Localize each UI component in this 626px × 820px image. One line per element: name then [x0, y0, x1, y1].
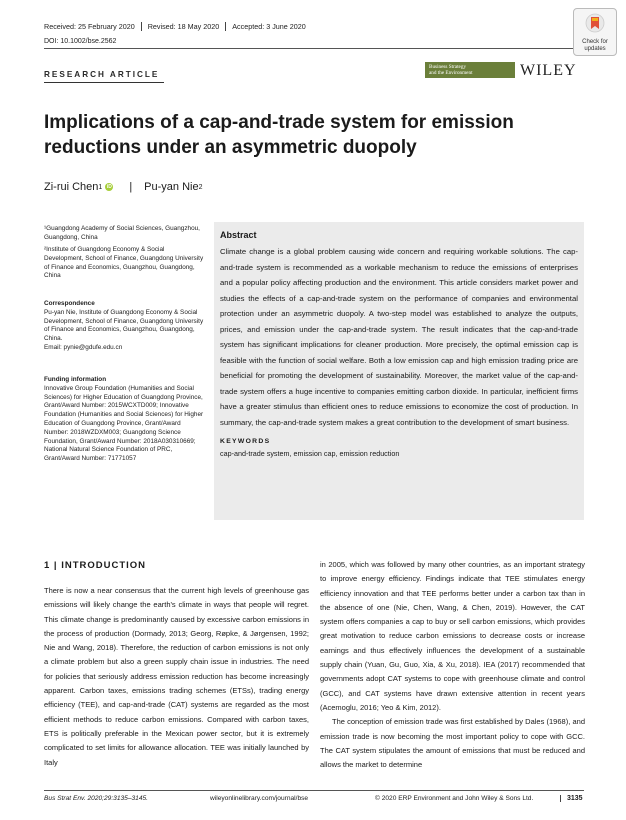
author-1[interactable]: Zi-rui Chen [44, 181, 99, 193]
publisher-logo[interactable]: WILEY [520, 62, 577, 79]
journal-logo-line-1: Business Strategy [429, 64, 467, 70]
intro-right-paragraph-1: in 2005, which was followed by many other countries, as an important strategy to improve energy efficiency. Findings indicate that TEE stimulates energy efficiency innovation and that TEE performs better under a carbon tax than in the absence of one (Nie, Chen, Wang, & Chen, 2019). However, the CAT system offers companies a cap to buy or sell carbon emissions, which provides great motivation to reduce carbon emissions to decrease costs or increase earnings and thus effectively influences the development of a sustainable supply chain (Yuan, Gu, Guo, Xia, & Xu, 2018). IEA (2017) recommended that governments adopt CAT systems to cope with greenhouse climate and control (GCC), and CAT systems have drawn extensive attention in recent years (Acemoglu, 2016; Yeo & Kim, 2012). [320, 560, 585, 712]
check-for-updates-button[interactable] [573, 8, 617, 56]
introduction-heading: 1 | INTRODUCTION [44, 560, 147, 571]
footer-divider [44, 790, 584, 791]
revised-date: Revised: 18 May 2020 [142, 22, 227, 31]
journal-logo-line-2: and the Environment [429, 70, 473, 76]
article-dates [44, 22, 312, 31]
author-1-affil: 1 [98, 183, 103, 191]
affiliation-2: ²Institute of Guangdong Economy & Social Development, School of Finance, Guangdong University of Finance and Economics, Guangzhou, Guangdong, China [44, 246, 204, 280]
abstract-box [214, 222, 584, 520]
check-updates-label-2: updates [584, 46, 606, 52]
footer-citation: Bus Strat Env. 2020;29:3135–3145. [44, 795, 148, 802]
abstract-heading: Abstract [220, 230, 257, 240]
intro-right-column [320, 558, 585, 772]
abstract-text: Climate change is a global problem causing wide concern and requiring workable solutions. The cap-and-trade system is recommended as a workable mechanism to reduce the emissions of enterprises and a popular policy affecting production and the environment. This article considers market power and studies the effects of a cap-and-trade system on the performance of companies and environmental protection under an asymmetric duopoly. A two-step model was established to analyze the outputs, prices, and emission under the cap-and-trade system. The result indicates that the cap-and-trade system has significant implications for cleaner production. More precisely, the optimal emission cap is feasible with the function of social welfare. Both a low emission cap and high emission trading price are beneficial for promoting the development of sustainability. Moreover, the market value of the cap-and-trade system offers a huge incentive to companies emitting carbon dioxide. In particular, inefficient firms have a greater stimulus than efficient ones to reduce emissions to economize the cost of production. In summary, the cap-and-trade system makes a great contribution to the development of smart business. [220, 247, 578, 427]
funding-information [44, 376, 204, 464]
page-number: 3135 [560, 795, 583, 802]
accepted-date: Accepted: 3 June 2020 [232, 22, 306, 31]
section-label-underline [44, 82, 164, 83]
correspondence-text: Pu-yan Nie, Institute of Guangdong Economy & Social Development, School of Finance, Guangdong University of Finance and Economics, Guangzhou, Guangdong, China. [44, 308, 204, 343]
author-separator: | [129, 181, 133, 193]
journal-logo[interactable] [425, 62, 515, 78]
bookmark-icon [585, 13, 605, 33]
funding-text: Innovative Group Foundation (Humanities and Social Sciences) for Higher Education of Guangdong Province, Grant/Award Number: 2015WCXTD009; Innovative Foundation (Humanities and Social Sciences) for Higher Education of Guangdong Province, Grant/Award Number: 2018WZDXM003; Guangdong Science Foundation, Grant/Award Number: 2018A030310669; National Natural Science Foundation of PRC, Grant/Award Number: 71771057 [44, 384, 204, 463]
article-title: Implications of a cap-and-trade system for emission reductions under an asymmetric duopoly [44, 112, 514, 158]
intro-right-paragraph-2: The conception of emission trade was first established by Dales (1968), and emission trade is now becoming the most important policy to cope with GCC. The CAT system stipulates the amount of emissions that must be reduced and allows the market to determine [320, 717, 585, 770]
author-2-affil: 2 [198, 183, 203, 191]
received-date: Received: 25 February 2020 [44, 22, 142, 31]
keywords: cap-and-trade system, emission cap, emission reduction [220, 449, 400, 458]
author-2[interactable]: Pu-yan Nie [144, 181, 199, 193]
correspondence-heading: Correspondence [44, 300, 95, 307]
check-updates-label-1: Check for [582, 39, 608, 45]
affiliation-1: ¹Guangdong Academy of Social Sciences, Guangzhou, Guangdong, China [44, 225, 200, 241]
intro-left-paragraph: There is now a near consensus that the current high levels of greenhouse gas emissions will likely change the earth's climate in ways that people will regret. This climate change is predominantly caused by excessive carbon emissions in the process of production (Dormady, 2013; Georg, Røpke, & Jørgensen, 1992; Nie and Wang, 2018). Therefore, the reduction of carbon emissions is not only a climate problem but also a green supply chain issue in industries. The need for policies that seriously address emission reduction has become increasingly apparent. Carbon taxes, emissions trading schemes (ETSs), trading energy efficiency (TEE), and cap-and-trade (CAT) systems are regarded as the most efficient methods to reduce carbon emissions. Compared with carbon taxes, ETS is politically preferable in the Mexican power sector, but it is extremely complicated to set limits for allowance allocation. TEE was initially launched by Italy [44, 586, 309, 767]
intro-left-column [44, 584, 309, 770]
keywords-heading: KEYWORDS [220, 438, 271, 445]
correspondence [44, 300, 204, 353]
section-label: RESEARCH ARTICLE [44, 70, 160, 79]
footer-url[interactable]: wileyonlinelibrary.com/journal/bse [210, 795, 309, 802]
doi[interactable]: DOI: 10.1002/bse.2562 [44, 38, 117, 45]
funding-heading: Funding information [44, 376, 107, 383]
correspondence-email[interactable]: Email: pynie@gdufe.edu.cn [44, 343, 123, 351]
header-divider [44, 48, 584, 49]
orcid-icon[interactable]: iD [106, 184, 112, 190]
author-line [44, 181, 203, 193]
footer-copyright: © 2020 ERP Environment and John Wiley & Sons Ltd. [375, 795, 534, 802]
